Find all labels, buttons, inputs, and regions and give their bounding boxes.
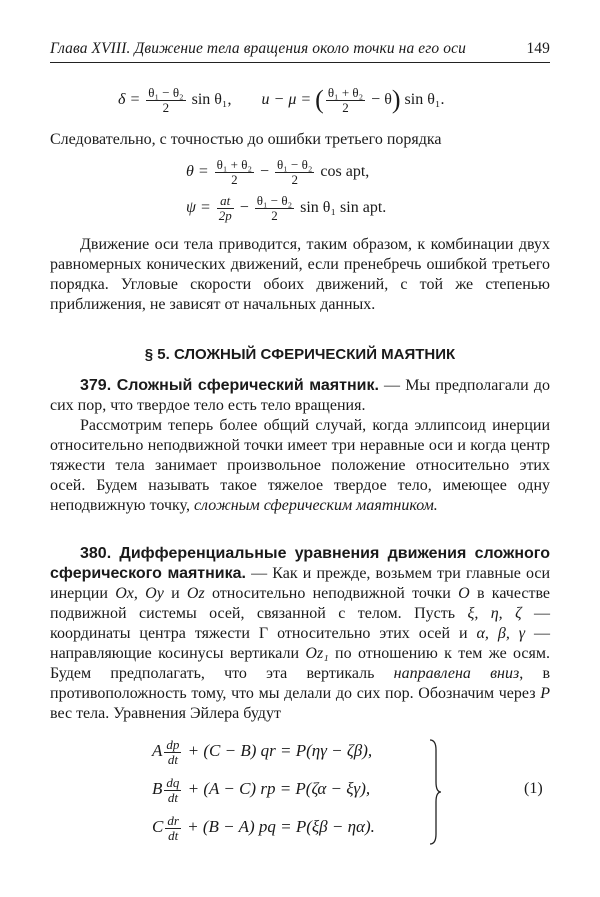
math-alpha-beta-gamma: α, β, γ [476, 625, 526, 642]
eq-text: + (A − C) rp = P(ζα − ξγ), [187, 779, 371, 799]
eq-text: sin θ₁ sin apt. [300, 198, 387, 216]
frac-numerator: θ₁ + θ₂ [327, 85, 364, 100]
frac-denominator: 2p [218, 207, 232, 223]
eq-psi-lhs: ψ = [186, 198, 211, 216]
right-brace-icon [428, 738, 442, 846]
article-text: , в противоположность тому, что мы делали до сих пор. Обозначим через [50, 665, 550, 702]
article-text: по отношению к тем же осям. Будем предполагать, что эта вертикаль [50, 645, 551, 682]
eq-text: − θ [371, 90, 392, 108]
eq-fraction [255, 194, 294, 222]
paragraph-motion-axis [50, 235, 550, 315]
eq-fraction [215, 158, 254, 186]
math-oz: Oz [186, 585, 205, 602]
frac-denominator: 2 [231, 171, 238, 187]
frac-denominator: 2 [271, 207, 278, 223]
eq-fraction [326, 86, 365, 114]
chapter-title: Глава XVIII. Движение тела вращения около точки на его оси [50, 40, 466, 57]
left-paren: ( [315, 85, 324, 115]
eq-fraction [165, 814, 181, 842]
math-xi-eta-zeta: ξ, η, ζ [467, 605, 522, 622]
header-rule [50, 62, 550, 63]
frac-numerator: at [217, 194, 234, 209]
article-text: вес тела. Уравнения Эйлера будут [50, 705, 281, 722]
frac-denominator: dt [167, 751, 178, 767]
frac-denominator: 2 [342, 99, 349, 115]
frac-numerator: dq [166, 775, 180, 790]
eq-text: + (B − A) pq = P(ξβ − ηα). [187, 817, 375, 837]
equation-theta [186, 158, 369, 186]
frac-denominator: 2 [162, 99, 170, 115]
eq-fraction [275, 158, 314, 186]
eq-fraction [146, 86, 185, 114]
eq-text: sin θ₁, [191, 90, 232, 108]
paragraph-text: Рассмотрим теперь более общий случай, когда эллипсоид инерции относительно неподвижной точки имеет три неравные оси и когда центр тяжести тела занимает произвольное положение относительно этих осей. Будем называть такое тяжелое твердое тело, имеющее одну неподвижную точку, [50, 417, 550, 514]
euler-equation-2 [152, 776, 370, 804]
article-heading: 380. Дифференциальные уравнения движения сложного сферического маятника. [50, 545, 550, 582]
eq-fraction [217, 194, 234, 222]
article-text: — Мы предполагали до сих пор, что твердое тело есть тело вращения. [50, 377, 551, 414]
running-header [50, 38, 550, 62]
paragraph-text: Следовательно, с точностью до ошибки третьего порядка [50, 131, 442, 148]
paragraph-consequently [50, 130, 550, 150]
frac-numerator: dp [166, 737, 180, 752]
eq-coefficient: C [152, 817, 164, 837]
eq-fraction [164, 738, 181, 766]
eq-coefficient: A [152, 741, 163, 761]
frac-denominator: dt [167, 789, 178, 805]
math-ox: Ox [115, 585, 134, 602]
article-379 [50, 376, 550, 516]
article-text: — координаты центра тяжести Γ относительно этих осей и [50, 605, 551, 642]
euler-equation-3 [152, 814, 375, 842]
math-o: O [458, 585, 470, 602]
article-text: — направляющие косинусы вертикали [50, 625, 551, 662]
equation-number: (1) [524, 780, 543, 797]
math-oz1: Oz₁ [305, 645, 329, 662]
frac-denominator: 2 [291, 171, 298, 187]
article-text: относительно неподвижной точки [204, 585, 459, 602]
eq-coefficient: B [152, 779, 163, 799]
article-text: — Как и прежде, возьмем три главные оси инерции [50, 565, 551, 602]
frac-numerator: dr [167, 813, 179, 828]
eq-operator: − [260, 162, 270, 180]
eq-theta-lhs: θ = [186, 162, 209, 180]
eq-fraction [164, 776, 181, 804]
emphasis-term: направлена вниз [393, 665, 520, 682]
eq-text: sin θ₁. [404, 90, 445, 108]
frac-numerator: θ₁ − θ₂ [277, 157, 313, 172]
paragraph-text: Движение оси тела приводится, таким образом, к комбинации двух равномерных конических движений, если пренебречь ошибкой третьего порядка. Угловые скорости обоих движений, с той же степенью приближения, не зависят от начальных данных. [50, 236, 550, 313]
page-number: 149 [526, 40, 550, 57]
eq-u-lhs: u − μ = [261, 90, 312, 108]
equation-delta-u [118, 86, 444, 114]
frac-denominator: dt [168, 827, 179, 843]
frac-numerator: θ₁ − θ₂ [256, 193, 293, 208]
eq-delta-lhs: δ = [118, 90, 141, 108]
euler-equation-1 [152, 738, 372, 766]
article-text: и [163, 585, 187, 602]
eq-text: cos apt, [320, 162, 370, 180]
math-p: P [540, 685, 550, 702]
frac-numerator: θ₁ + θ₂ [216, 157, 253, 172]
right-paren: ) [391, 85, 401, 115]
article-text: в качестве подвижной системы осей, связанной с телом. Пусть [50, 585, 550, 622]
frac-numerator: θ₁ − θ₂ [148, 85, 184, 100]
section-heading: § 5. СЛОЖНЫЙ СФЕРИЧЕСКИЙ МАЯТНИК [144, 346, 456, 363]
equation-psi [186, 194, 386, 222]
emphasis-term: сложным сферическим маятником. [193, 497, 438, 514]
eq-operator: − [239, 198, 249, 216]
article-heading: 379. Сложный сферический маятник. [80, 377, 379, 394]
article-text: , [133, 585, 146, 602]
math-oy: Oy [145, 585, 164, 602]
eq-text: + (C − B) qr = P(ηγ − ζβ), [187, 741, 373, 761]
article-380 [50, 544, 550, 724]
